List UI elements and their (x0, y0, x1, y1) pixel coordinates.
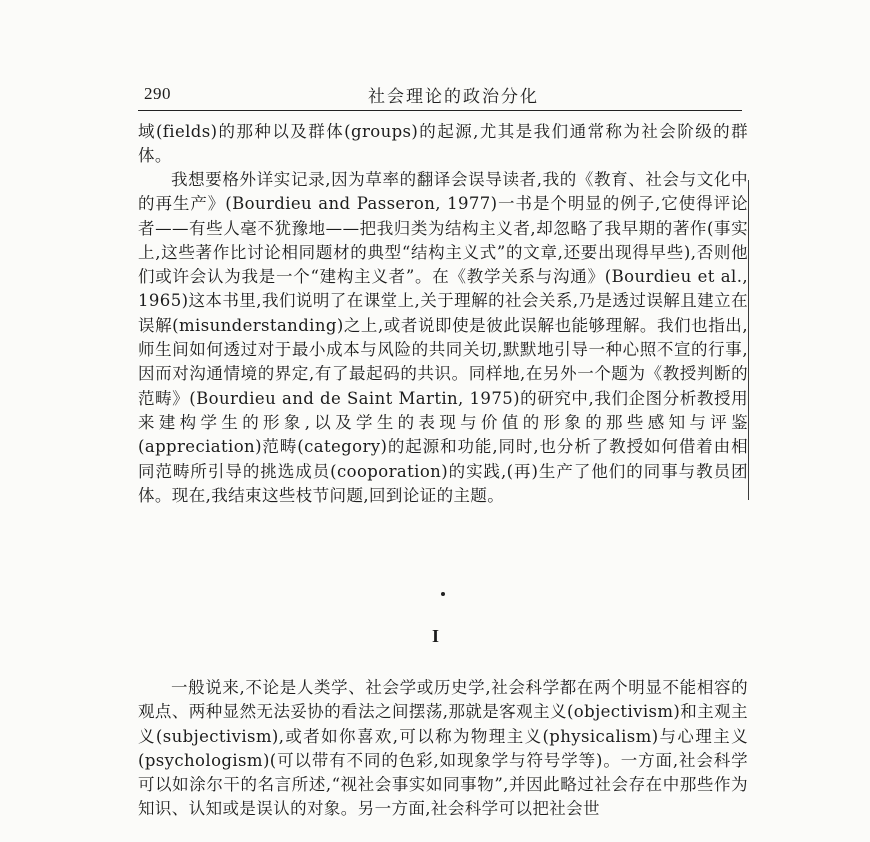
book-page (138, 78, 748, 818)
running-title: 社会理论的政治分化 (368, 87, 539, 107)
text-block-bottom (138, 676, 748, 822)
page-header (138, 78, 742, 114)
paragraph-objectivism-subjectivism: 一般说来,不论是人类学、社会学或历史学,社会科学都在两个明显不能相容的观点、两种显然无法妥协的看法之间摆荡,那就是客观主义(objectivism)和主观主义(subjectivism),或者如你喜欢,可以称为物理主义(physicalism)与心理主义(psychologism)(可以带有不同的色彩,如现象学与符号学等)。一方面,社会科学可以如涂尔干的名言所述,“视社会事实如同事物”,并因此略过社会存在中那些作为知识、认知或是误认的对象。另一方面,社会科学可以把社会世 (138, 678, 748, 819)
continuation-paragraph: 域(fields)的那种以及群体(groups)的起源,尤其是我们通常称为社会阶级的群体。 (138, 122, 748, 166)
text-block-middle (138, 168, 748, 508)
scan-margin-line (748, 180, 749, 500)
scan-speck (441, 592, 445, 596)
section-heading: I (432, 626, 440, 646)
text-block-top (138, 120, 748, 169)
page-number: 290 (144, 84, 171, 103)
header-rule (138, 110, 742, 111)
paragraph-translation-note: 我想要格外详实记录,因为草率的翻译会误导读者,我的《教育、社会与文化中的再生产》(Bourdieu and Passeron, 1977)一书是个明显的例子,它使得评论者——有些人毫不犹豫地——把我归类为结构主义者,却忽略了我早期的著作(事实上,这些著作比讨论相同题材的典型“结构主义式”的文章,还要出现得早些),否则他们或许会认为我是一个“建构主义者”。在《教学关系与沟通》(Bourdieu et al., 1965)这本书里,我们说明了在课堂上,关于理解的社会关系,乃是透过误解且建立在误解(misunderstanding)之上,或者说即使是彼此误解也能够理解。我们也指出,师生间如何透过对于最小成本与风险的共同关切,默默地引导一种心照不宣的行事,因而对沟通情境的界定,有了最起码的共识。同样地,在另外一个题为《教授判断的范畴》(Bourdieu and de Saint Martin, 1975)的研究中,我们企图分析教授用来建构学生的形象,以及学生的表现与价值的形象的那些感知与评鉴(appreciation)范畴(category)的起源和功能,同时,也分析了教授如何借着由相同范畴所引导的挑选成员(cooporation)的实践,(再)生产了他们的同事与教员团体。现在,我结束这些枝节问题,回到论证的主题。 (138, 170, 748, 505)
